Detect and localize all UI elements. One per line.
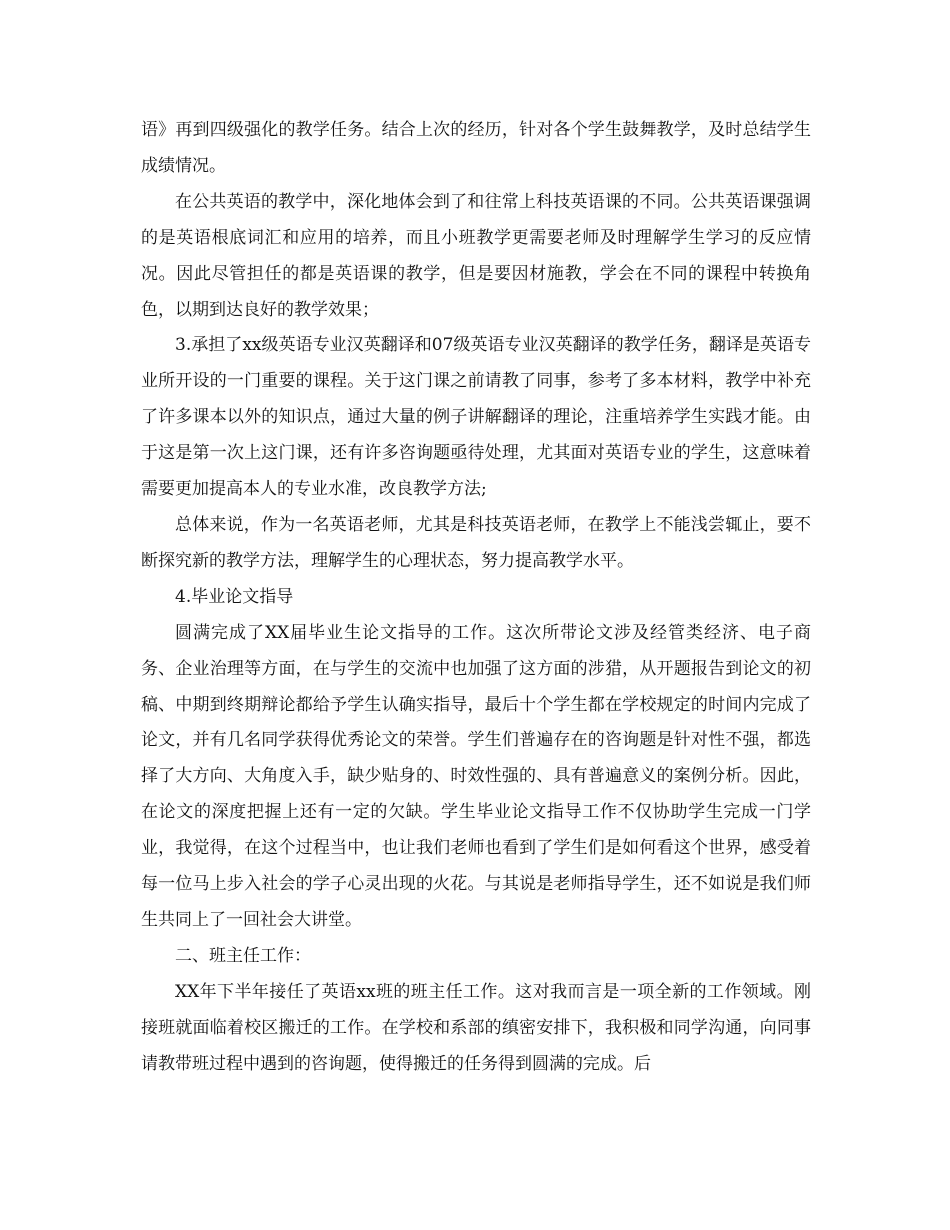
paragraph-class-teacher: XX年下半年接任了英语xx班的班主任工作。这对我而言是一项全新的工作领域。刚接班就面临着校区搬迁的工作。在学校和系部的缜密安排下，我积极和同学沟通，向同事请教带班过程中遇到的咨询题，使得搬迁的任务得到圆满的完成。后 [141, 981, 811, 1074]
section-heading-thesis-guidance: 4.毕业论文指导 [175, 586, 294, 607]
document-body [141, 113, 811, 1082]
paragraph-continuation: 语》再到四级强化的教学任务。结合上次的经历，针对各个学生鼓舞教学，及时总结学生成绩情况。 [141, 120, 811, 176]
paragraph-summary: 总体来说，作为一名英语老师，尤其是科技英语老师，在教学上不能浅尝辄止，要不断探究新的教学方法，理解学生的心理状态，努力提高教学水平。 [141, 514, 811, 571]
section-heading-class-teacher: 二、班主任工作： [175, 945, 311, 966]
paragraph-thesis-guidance: 圆满完成了XX届毕业生论文指导的工作。这次所带论文涉及经管类经济、电子商务、企业治理等方面，在与学生的交流中也加强了这方面的涉猎，从开题报告到论文的初稿、中期到终期辩论都给予学生认确实指导，最后十个学生都在学校规定的时间内完成了论文，并有几名同学获得优秀论文的荣誉。学生们普遍存在的咨询题是针对性不强，都选择了大方向、大角度入手，缺少贴身的、时效性强的、具有普遍意义的案例分析。因此，在论文的深度把握上还有一定的欠缺。学生毕业论文指导工作不仅协助学生完成一门学业，我觉得，在这个过程当中，也让我们老师也看到了学生们是如何看这个世界，感受着每一位马上步入社会的学子心灵出现的火花。与其说是老师指导学生，还不如说是我们师生共同上了一回社会大讲堂。 [141, 622, 811, 930]
paragraph-translation-course: 3.承担了xx级英语专业汉英翻译和07级英语专业汉英翻译的教学任务，翻译是英语专业所开设的一门重要的课程。关于这门课之前请教了同事，参考了多本材料，教学中补充了许多课本以外的知识点，通过大量的例子讲解翻译的理论，注重培养学生实践才能。由于这是第一次上这门课，还有许多咨询题亟待处理，尤其面对英语专业的学生，这意味着需要更加提高本人的专业水准，改良教学方法; [141, 335, 811, 500]
paragraph-public-english: 在公共英语的教学中，深化地体会到了和往常上科技英语课的不同。公共英语课强调的是英语根底词汇和应用的培养，而且小班教学更需要老师及时理解学生学习的反应情况。因此尽管担任的都是英语课的教学，但是要因材施教，学会在不同的课程中转换角色，以期到达良好的教学效果； [141, 191, 811, 320]
